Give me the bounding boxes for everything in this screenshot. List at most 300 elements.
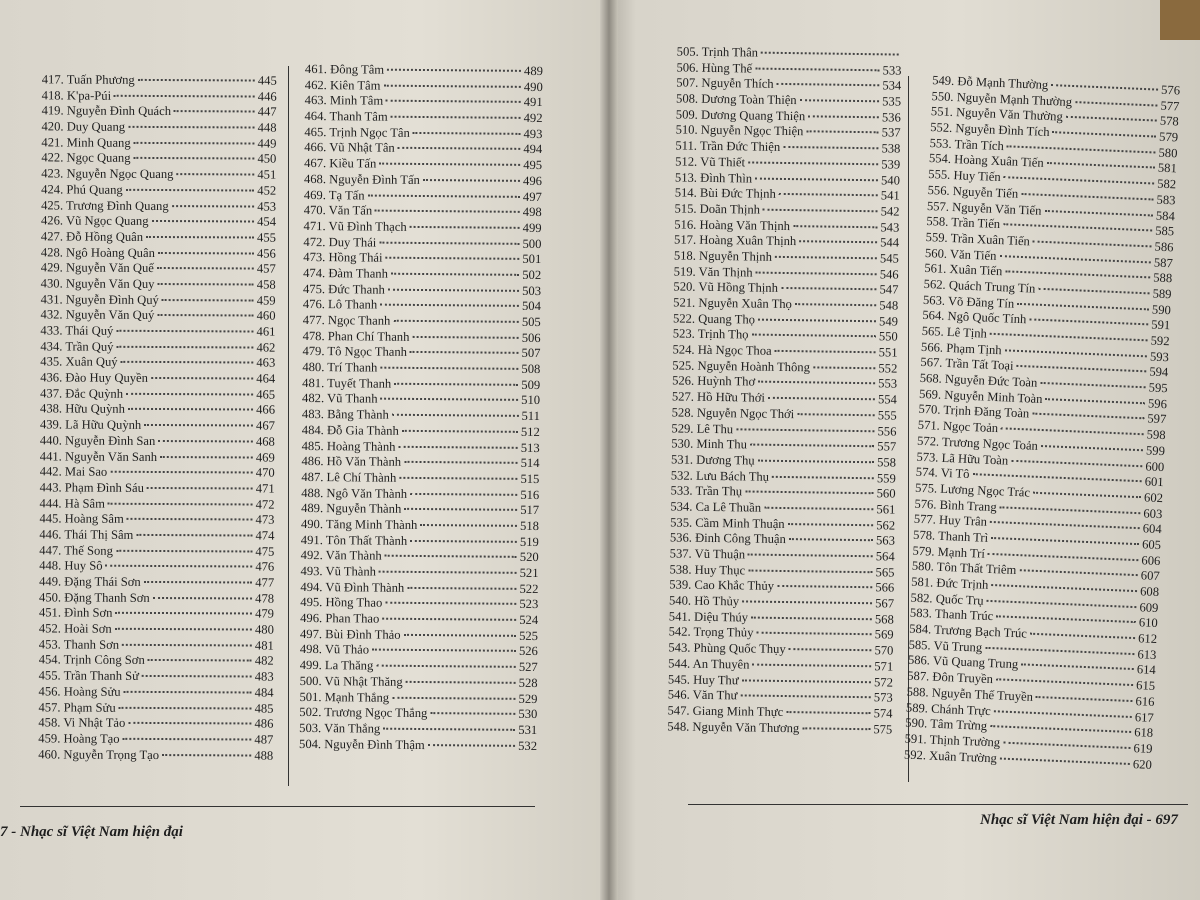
index-entry <box>39 559 274 576</box>
page-number: 620 <box>1132 756 1153 772</box>
dot-leader <box>1011 459 1142 466</box>
dot-leader <box>423 179 520 182</box>
entry-name: 534. Ca Lê Thuần <box>670 499 762 515</box>
entry-name: 481. Tuyết Thanh <box>302 375 392 391</box>
dot-leader <box>1021 193 1153 201</box>
page-number: 477 <box>255 575 275 590</box>
page-number: 595 <box>1148 380 1168 396</box>
dot-leader <box>806 131 878 134</box>
dot-leader <box>174 110 255 112</box>
entry-name: 460. Nguyễn Trọng Tạo <box>38 746 160 762</box>
dot-leader <box>114 94 255 97</box>
page-number: 536 <box>881 110 901 125</box>
dot-leader <box>413 132 521 135</box>
page-number: 468 <box>255 434 275 449</box>
entry-name: 430. Nguyễn Văn Quy <box>40 276 155 291</box>
entry-name: 573. Lã Hữu Toàn <box>916 449 1009 468</box>
page-number: 463 <box>256 355 276 370</box>
page-number: 495 <box>523 158 543 173</box>
page-number: 580 <box>1158 145 1178 161</box>
dot-leader <box>172 205 255 207</box>
entry-name: 511. Trần Đức Thiện <box>675 138 781 155</box>
page-number: 445 <box>257 73 277 88</box>
entry-name: 469. Tạ Tấn <box>303 187 365 202</box>
dot-leader <box>376 665 516 668</box>
entry-name: 544. An Thuyên <box>668 656 750 672</box>
entry-name: 420. Duy Quang <box>41 119 126 134</box>
dot-leader <box>428 744 515 747</box>
entry-name: 565. Lê Tịnh <box>921 323 988 341</box>
dot-leader <box>988 552 1139 560</box>
dot-leader <box>116 549 253 552</box>
page-number: 449 <box>257 136 277 151</box>
page-number: 505 <box>521 314 541 330</box>
entry-name: 522. Quang Thọ <box>672 311 756 327</box>
page-number: 544 <box>880 235 900 250</box>
dot-leader <box>755 177 878 181</box>
entry-name: 448. Huy Sô <box>39 558 103 574</box>
page-number: 534 <box>882 78 902 93</box>
dot-leader <box>1007 145 1156 153</box>
page-number: 571 <box>874 659 894 674</box>
dot-leader <box>121 361 254 364</box>
page-number: 520 <box>519 550 539 565</box>
entry-name: 560. Văn Tiến <box>924 245 997 263</box>
dot-leader <box>128 126 255 129</box>
entry-name: 561. Xuân Tiến <box>924 261 1003 279</box>
entry-name: 555. Huy Tiến <box>928 167 1001 185</box>
entry-name: 443. Phạm Đình Sáu <box>39 480 144 495</box>
index-entry <box>39 637 274 654</box>
entry-name: 468. Nguyễn Đình Tấn <box>303 171 420 187</box>
entry-name: 446. Thái Thị Sâm <box>39 527 134 542</box>
page-number: 613 <box>1137 646 1157 662</box>
page-number: 519 <box>519 534 539 549</box>
entry-name: 431. Nguyễn Đình Quý <box>40 292 159 307</box>
page-number: 601 <box>1144 474 1164 490</box>
dot-leader <box>399 445 518 448</box>
page-number: 499 <box>522 220 542 235</box>
entry-name: 471. Vũ Đình Thạch <box>303 218 407 234</box>
dot-leader <box>748 569 872 573</box>
page-number: 610 <box>1138 615 1159 631</box>
page-number: 485 <box>254 701 274 716</box>
page-number: 484 <box>254 685 274 700</box>
page-number: 577 <box>1160 98 1180 114</box>
page-number: 475 <box>255 544 275 559</box>
dot-leader <box>138 79 255 82</box>
index-entry <box>41 167 276 184</box>
page-number: 590 <box>1151 302 1172 317</box>
index-entry <box>41 261 276 278</box>
dot-leader <box>756 632 871 636</box>
dot-leader <box>160 456 253 458</box>
entry-name: 531. Dương Thụ <box>670 452 755 468</box>
entry-name: 551. Nguyễn Văn Thường <box>930 104 1064 124</box>
entry-name: 532. Lưu Bách Thụ <box>670 467 770 484</box>
index-entry <box>299 737 537 755</box>
index-column-1 <box>38 72 277 763</box>
page-number: 486 <box>254 716 274 731</box>
page-number: 523 <box>519 597 539 612</box>
entry-name: 495. Hồng Thao <box>300 595 383 611</box>
entry-name: 547. Giang Minh Thực <box>667 703 784 719</box>
entry-name: 429. Nguyễn Văn Quế <box>40 260 154 276</box>
entry-name: 442. Mai Sao <box>39 464 108 479</box>
index-entry <box>39 669 274 686</box>
entry-name: 562. Quách Trung Tín <box>923 276 1036 296</box>
entry-name: 533. Trần Thụ <box>670 483 743 499</box>
index-entry <box>39 606 274 623</box>
dot-leader <box>758 460 875 464</box>
entry-name: 549. Đỗ Mạnh Thường <box>931 73 1049 92</box>
dot-leader <box>987 600 1137 608</box>
entry-name: 439. Lã Hữu Quỳnh <box>39 417 142 433</box>
page-number: 612 <box>1137 631 1158 647</box>
page-number: 535 <box>882 94 902 109</box>
page-number: 487 <box>254 732 274 747</box>
entry-name: 426. Vũ Ngọc Quang <box>40 213 149 229</box>
page-number: 451 <box>257 167 277 182</box>
entry-name: 568. Nguyễn Đức Toàn <box>919 370 1038 390</box>
entry-name: 527. Hồ Hữu Thới <box>671 389 766 405</box>
page-number: 598 <box>1146 427 1166 443</box>
dot-leader <box>136 534 252 537</box>
entry-name: 417. Tuấn Phương <box>41 72 135 87</box>
page-number: 450 <box>257 151 277 167</box>
page-number: 581 <box>1157 161 1178 176</box>
dot-leader <box>391 116 521 119</box>
page-number: 543 <box>880 219 900 235</box>
entry-name: 434. Trần Quý <box>40 339 114 354</box>
entry-name: 428. Ngô Hoàng Quân <box>40 244 155 260</box>
dot-leader <box>1036 696 1133 702</box>
dot-leader <box>808 115 879 118</box>
dot-leader <box>404 634 517 637</box>
index-entry <box>40 480 275 497</box>
entry-name: 550. Nguyễn Mạnh Thường <box>931 88 1073 109</box>
index-entry <box>39 684 274 701</box>
dot-leader <box>994 710 1132 718</box>
entry-name: 454. Trịnh Công Sơn <box>38 652 145 668</box>
dot-leader <box>1000 757 1130 764</box>
entry-name: 462. Kiên Tâm <box>304 77 381 93</box>
page-number: 560 <box>876 486 896 501</box>
page-number: 574 <box>873 706 893 721</box>
dot-leader <box>777 585 872 588</box>
entry-name: 574. Vi Tô <box>915 464 970 482</box>
dot-leader <box>991 584 1137 592</box>
entry-name: 473. Hồng Thái <box>303 250 383 265</box>
dot-leader <box>158 252 254 255</box>
dot-leader <box>789 538 873 541</box>
entry-name: 540. Hồ Thủy <box>668 593 740 609</box>
index-entry <box>41 292 276 309</box>
page-number: 527 <box>518 659 538 675</box>
dot-leader <box>387 69 521 72</box>
entry-name: 498. Vũ Thảo <box>299 642 370 657</box>
entry-name: 494. Vũ Đình Thành <box>300 579 405 595</box>
index-entry <box>38 731 273 748</box>
page-number: 522 <box>519 581 539 596</box>
dot-leader <box>119 706 252 709</box>
dot-leader <box>1004 176 1155 184</box>
entry-name: 491. Tôn Thất Thành <box>300 532 408 548</box>
index-entry <box>667 719 892 738</box>
dot-leader <box>1038 288 1149 295</box>
page-number: 603 <box>1143 505 1163 521</box>
index-column-4 <box>904 73 1181 773</box>
entry-name: 453. Thanh Sơn <box>38 637 120 652</box>
dot-leader <box>399 477 517 480</box>
dot-leader <box>751 616 872 620</box>
dot-leader <box>124 691 252 694</box>
entry-name: 438. Hữu Quỳnh <box>40 401 125 417</box>
entry-name: 518. Nguyễn Thịnh <box>673 248 773 264</box>
table-surface <box>1160 0 1200 40</box>
dot-leader <box>393 320 519 323</box>
page-number: 548 <box>879 298 899 313</box>
page-number: 552 <box>878 361 898 376</box>
entry-name: 500. Vũ Nhật Thăng <box>299 673 403 689</box>
footer-right: Nhạc sĩ Việt Nam hiện đại - 697 <box>980 812 1178 828</box>
entry-name: 513. Đình Thìn <box>674 169 753 186</box>
dot-leader <box>755 67 879 71</box>
page-number: 565 <box>875 564 895 580</box>
entry-name: 433. Thái Quý <box>40 323 114 338</box>
page-number: 617 <box>1134 709 1155 725</box>
dot-leader <box>147 487 253 490</box>
dot-leader <box>128 408 253 411</box>
dot-leader <box>146 236 254 239</box>
dot-leader <box>385 257 519 260</box>
entry-name: 541. Diệu Thúy <box>668 609 749 625</box>
dot-leader <box>386 100 521 103</box>
dot-leader <box>126 189 255 192</box>
entry-name: 470. Văn Tấn <box>303 203 373 218</box>
dot-leader <box>999 255 1151 263</box>
dot-leader <box>134 142 255 145</box>
dot-leader <box>1053 131 1157 137</box>
index-entry <box>40 465 275 482</box>
index-entry <box>40 370 275 387</box>
entry-name: 421. Minh Quang <box>41 135 131 150</box>
dot-leader <box>410 351 519 354</box>
entry-name: 512. Vũ Thiết <box>675 154 746 170</box>
dot-leader <box>379 163 520 166</box>
dot-leader <box>797 413 875 416</box>
index-entry <box>40 323 275 340</box>
entry-name: 437. Đắc Quỳnh <box>40 386 124 401</box>
entry-name: 506. Hùng Thế <box>676 60 753 76</box>
entry-name: 526. Huỳnh Thơ <box>672 373 756 390</box>
entry-name: 554. Hoàng Xuân Tiến <box>928 151 1044 171</box>
dot-leader <box>385 602 516 605</box>
page-number: 555 <box>877 408 897 423</box>
page-number: 466 <box>256 402 276 418</box>
dot-leader <box>407 587 516 590</box>
page-number: 602 <box>1143 490 1164 506</box>
entry-name: 587. Đôn Truyền <box>907 668 994 687</box>
entry-name: 545. Huy Thư <box>667 671 739 687</box>
page-number: 529 <box>518 691 538 706</box>
index-entry <box>39 590 274 607</box>
index-entry <box>42 88 277 105</box>
entry-name: 564. Ngô Quốc Tính <box>922 308 1027 327</box>
page-number: 608 <box>1139 584 1160 600</box>
page-number: 504 <box>521 299 541 314</box>
page-number: 576 <box>1160 82 1181 98</box>
page-number: 551 <box>878 345 898 360</box>
entry-name: 499. La Thăng <box>299 658 374 673</box>
entry-name: 514. Bùi Đức Thịnh <box>674 185 776 202</box>
dot-leader <box>402 430 518 433</box>
index-entry <box>40 418 275 435</box>
entry-name: 508. Dương Toàn Thiện <box>675 91 797 108</box>
index-column-2 <box>299 62 543 754</box>
book-gutter <box>600 0 618 900</box>
entry-name: 483. Bằng Thành <box>301 407 389 422</box>
dot-leader <box>383 728 515 731</box>
dot-leader <box>380 367 518 370</box>
dot-leader <box>142 675 252 678</box>
entry-name: 485. Hoàng Thành <box>301 438 396 454</box>
entry-name: 576. Bình Trang <box>914 496 997 514</box>
dot-leader <box>795 303 876 306</box>
entry-name: 425. Trương Đình Quang <box>41 197 169 213</box>
entry-name: 419. Nguyễn Đình Quách <box>41 103 172 119</box>
entry-name: 557. Nguyễn Văn Tiến <box>926 198 1042 218</box>
entry-name: 546. Văn Thư <box>667 687 738 703</box>
page-number: 448 <box>257 120 277 135</box>
entry-name: 466. Vũ Nhật Tân <box>304 140 395 156</box>
page-number: 471 <box>255 481 275 496</box>
entry-name: 440. Nguyễn Đình San <box>39 433 156 448</box>
index-entry <box>41 245 276 262</box>
dot-leader <box>381 398 519 401</box>
entry-name: 523. Trịnh Thọ <box>672 326 749 342</box>
entry-name: 579. Mạnh Trí <box>912 543 986 561</box>
page-number: 498 <box>522 205 542 220</box>
index-entry <box>41 119 276 136</box>
dot-leader <box>157 314 253 317</box>
dot-leader <box>745 491 874 495</box>
dot-leader <box>144 581 253 584</box>
entry-name: 589. Chánh Trực <box>905 700 992 718</box>
index-entry <box>41 276 276 293</box>
entry-name: 496. Phan Thao <box>300 611 380 626</box>
entry-name: 520. Vũ Hồng Thịnh <box>673 279 779 296</box>
dot-leader <box>126 393 253 396</box>
page-number: 542 <box>880 204 900 219</box>
page-number: 557 <box>877 439 897 454</box>
entry-name: 517. Hoàng Xuân Thịnh <box>674 232 797 249</box>
dot-leader <box>748 161 878 165</box>
page-number: 493 <box>523 126 543 141</box>
page-number: 490 <box>523 79 543 94</box>
dot-leader <box>410 540 517 543</box>
entry-name: 516. Hoàng Văn Thịnh <box>674 217 791 233</box>
entry-name: 538. Huy Thục <box>669 562 746 578</box>
page-number: 587 <box>1153 255 1174 270</box>
dot-leader <box>106 565 253 568</box>
entry-name: 493. Vũ Thành <box>300 563 377 579</box>
page-number: 546 <box>879 266 899 282</box>
dot-leader <box>996 678 1133 686</box>
dot-leader <box>813 366 876 369</box>
page-number: 497 <box>522 189 542 204</box>
page-number: 554 <box>877 392 897 407</box>
page-number: 454 <box>257 214 277 229</box>
page-number: 514 <box>520 456 540 471</box>
page-number: 470 <box>255 465 275 480</box>
dot-leader <box>799 240 877 243</box>
dot-leader <box>1019 569 1138 576</box>
entry-name: 436. Đào Huy Quyền <box>40 370 148 386</box>
entry-name: 570. Trịnh Đăng Toàn <box>918 402 1030 421</box>
dot-leader <box>127 518 253 521</box>
page-number: 599 <box>1145 443 1166 458</box>
entry-name: 563. Võ Đăng Tín <box>922 292 1015 311</box>
dot-leader <box>1001 427 1144 435</box>
entry-name: 525. Nguyễn Hoành Thông <box>672 358 811 375</box>
index-entry <box>40 449 275 466</box>
entry-name: 418. K'pa-Púi <box>41 88 112 103</box>
entry-name: 580. Tôn Thất Triêm <box>911 558 1017 578</box>
entry-name: 484. Đỗ Gia Thành <box>301 422 399 438</box>
page-number: 528 <box>518 675 538 690</box>
entry-name: 441. Nguyễn Văn Sanh <box>39 448 158 464</box>
entry-name: 519. Văn Thịnh <box>673 264 753 280</box>
entry-name: 592. Xuân Trường <box>903 747 998 765</box>
page-number: 456 <box>256 246 276 261</box>
page-number: 459 <box>256 293 276 308</box>
entry-name: 445. Hoàng Sâm <box>39 511 124 527</box>
page-number: 575 <box>873 721 893 737</box>
dot-leader <box>763 209 878 213</box>
dot-leader <box>972 473 1141 482</box>
entry-name: 474. Đàm Thanh <box>303 265 388 281</box>
page-number: 480 <box>254 622 274 637</box>
index-entry <box>42 104 277 121</box>
page-number: 481 <box>254 638 274 653</box>
entry-name: 586. Vũ Quang Trung <box>907 653 1019 672</box>
entry-name: 521. Nguyễn Xuân Thọ <box>673 295 793 312</box>
dot-leader <box>991 537 1139 545</box>
index-entry <box>39 527 274 544</box>
index-entry <box>40 433 275 450</box>
dot-leader <box>777 83 880 86</box>
index-entry <box>39 543 274 560</box>
entry-name: 427. Đỗ Hồng Quân <box>40 229 144 244</box>
dot-leader <box>1075 101 1158 106</box>
page-number: 465 <box>256 387 276 402</box>
entry-name: 476. Lô Thanh <box>302 297 378 312</box>
dot-leader <box>990 725 1131 733</box>
entry-name: 539. Cao Khắc Thủy <box>669 577 775 594</box>
page-number: 572 <box>873 674 894 690</box>
entry-name: 459. Hoàng Tạo <box>38 731 120 746</box>
dot-leader <box>1033 492 1141 499</box>
entry-name: 424. Phú Quang <box>41 182 123 197</box>
page-number: 597 <box>1147 411 1167 427</box>
page-number: 600 <box>1145 458 1165 474</box>
page-number: 593 <box>1149 349 1170 364</box>
entry-name: 556. Nguyễn Tiến <box>927 182 1019 201</box>
entry-name: 524. Hà Ngọc Thoa <box>672 342 772 358</box>
footer-rule-left <box>20 806 535 807</box>
entry-name: 463. Minh Tâm <box>304 93 384 109</box>
